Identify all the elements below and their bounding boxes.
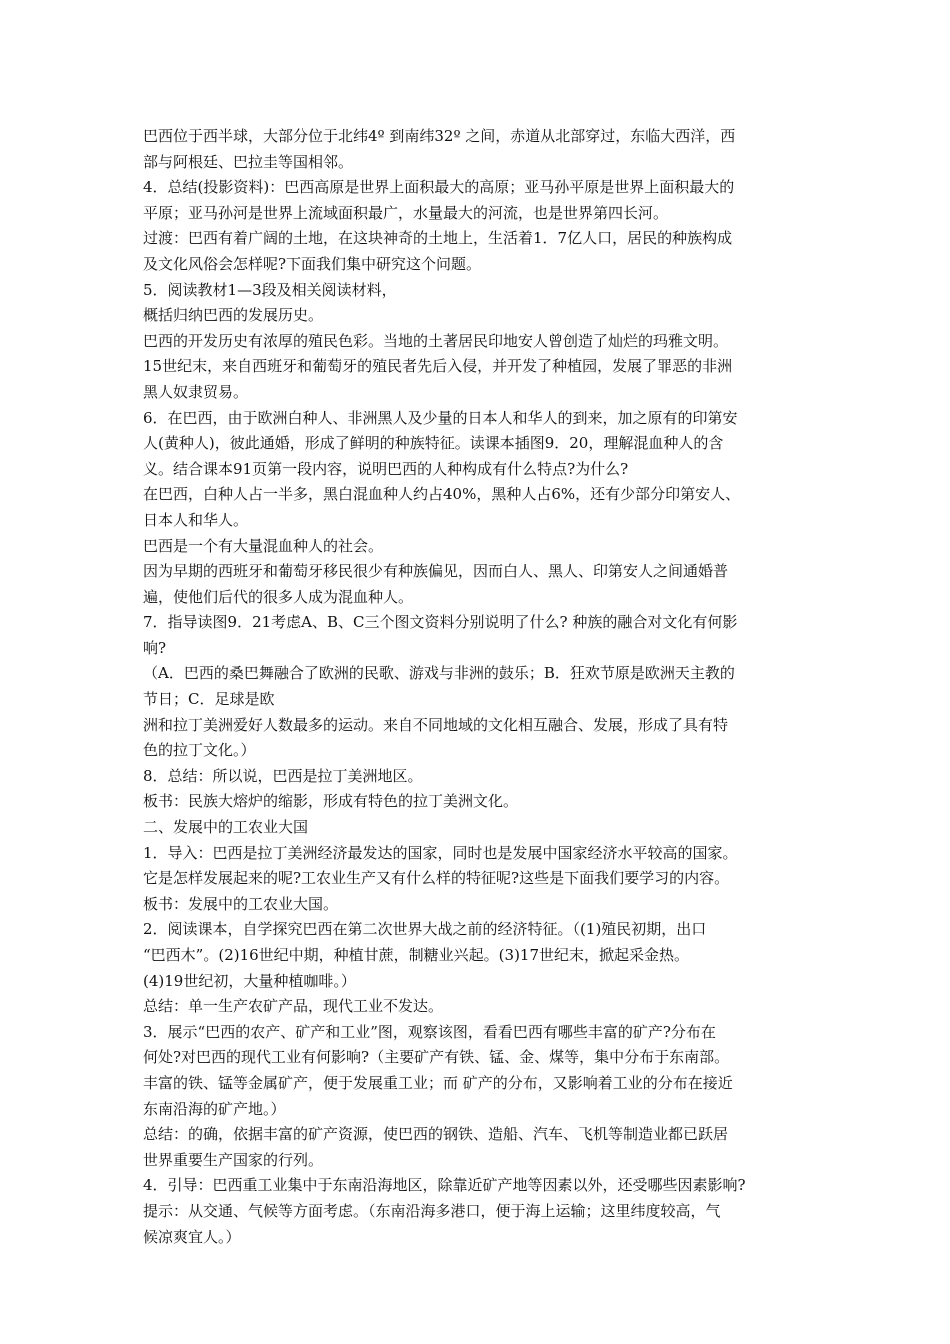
section-heading: 二、发展中的工农业大国 xyxy=(143,818,309,837)
text-line: 义。结合课本91页第一段内容，说明巴西的人种构成有什么特点?为什么? xyxy=(143,459,629,478)
text-line: 1．导入：巴西是拉丁美洲经济最发达的国家，同时也是发展中国家经济水平较高的国家。 xyxy=(143,843,738,862)
text-line: （A．巴西的桑巴舞融合了欧洲的民歌、游戏与非洲的鼓乐；B．狂欢节原是欧洲天主教的 xyxy=(143,664,735,683)
text-line: 洲和拉丁美洲爱好人数最多的运动。来自不同地域的文化相互融合、发展，形成了具有特 xyxy=(143,715,729,734)
text-line: 6．在巴西，由于欧洲白种人、非洲黑人及少量的日本人和华人的到来，加之原有的印第安 xyxy=(143,408,738,427)
text-line: 人(黄种人)，彼此通婚，形成了鲜明的种族特征。读课本插图9．20，理解混血种人的含 xyxy=(143,434,724,453)
text-line: 在巴西，白种人占一半多，黑白混血种人约占40%，黑种人占6%，还有少部分印第安人、 xyxy=(143,485,741,504)
text-line: 黑人奴隶贸易。 xyxy=(143,382,249,401)
text-line: 色的拉丁文化。） xyxy=(143,741,256,760)
text-line: 平原；亚马孙河是世界上流域面积最广，水量最大的河流，也是世界第四长河。 xyxy=(143,203,669,222)
text-line: 因为早期的西班牙和葡萄牙移民很少有种族偏见，因而白人、黑人、印第安人之间通婚普 xyxy=(143,562,729,581)
text-line: 8．总结：所以说，巴西是拉丁美洲地区。 xyxy=(143,766,423,785)
text-line: 概括归纳巴西的发展历史。 xyxy=(143,306,324,325)
text-line: 7．指导读图9．21考虑A、B、C三个图文资料分别说明了什么? 种族的融合对文化有何影 xyxy=(143,613,738,632)
text-line: 候凉爽宜人。） xyxy=(143,1227,241,1246)
text-line: 提示：从交通、气候等方面考虑。（东南沿海多港口，便于海上运输；这里纬度较高，气 xyxy=(143,1201,721,1220)
text-line: 遍，使他们后代的很多人成为混血种人。 xyxy=(143,587,414,606)
text-line: 4．总结(投影资料)：巴西高原是世界上面积最大的高原；亚马孙平原是世界上面积最大的 xyxy=(143,178,735,197)
text-line: 丰富的铁、锰等金属矿产，便于发展重工业；而 矿产的分布，又影响着工业的分布在接近 xyxy=(143,1073,733,1092)
text-line: 板书：民族大熔炉的缩影，形成有特色的拉丁美洲文化。 xyxy=(143,792,519,811)
text-line: 它是怎样发展起来的呢?工农业生产又有什么样的特征呢?这些是下面我们要学习的内容。 xyxy=(143,869,730,888)
text-line: 板书：发展中的工农业大国。 xyxy=(143,894,339,913)
text-line: 巴西的开发历史有浓厚的殖民色彩。当地的土著居民印地安人曾创造了灿烂的玛雅文明。 xyxy=(143,331,729,350)
text-line: 4．引导：巴西重工业集中于东南沿海地区，除靠近矿产地等因素以外，还受哪些因素影响? xyxy=(143,1176,746,1195)
text-line: 何处?对巴西的现代工业有何影响?（主要矿产有铁、锰、金、煤等，集中分布于东南部。 xyxy=(143,1048,730,1067)
text-line: 过渡：巴西有着广阔的土地，在这块神奇的土地上，生活着1．7亿人口，居民的种族构成 xyxy=(143,229,733,248)
text-line: 及文化风俗会怎样呢?下面我们集中研究这个问题。 xyxy=(143,254,482,273)
text-line: 节日；C．足球是欧 xyxy=(143,690,275,709)
text-line: 总结：的确，依据丰富的矿产资源，使巴西的钢铁、造船、汽车、飞机等制造业都已跃居 xyxy=(143,1125,729,1144)
text-line: 部与阿根廷、巴拉圭等国相邻。 xyxy=(143,152,354,171)
text-line: 总结：单一生产农矿产品，现代工业不发达。 xyxy=(143,997,444,1016)
text-line: 15世纪末，来自西班牙和葡萄牙的殖民者先后入侵，并开发了种植园，发展了罪恶的非洲 xyxy=(143,357,733,376)
text-line: 巴西位于西半球，大部分位于北纬4º 到南纬32º 之间，赤道从北部穿过，东临大西洋，西 xyxy=(143,127,736,145)
text-line: 东南沿海的矿产地。） xyxy=(143,1099,286,1118)
text-line: 响? xyxy=(143,638,167,657)
text-line: 5．阅读教材1—3段及相关阅读材料， xyxy=(143,280,397,299)
text-line: 巴西是一个有大量混血种人的社会。 xyxy=(143,536,384,555)
document-body xyxy=(143,124,815,1250)
text-line: 3．展示“巴西的农产、矿产和工业”图，观察该图，看看巴西有哪些丰富的矿产?分布在 xyxy=(143,1022,716,1041)
text-line: 日本人和华人。 xyxy=(143,510,249,529)
text-line: (4)19世纪初，大量种植咖啡。） xyxy=(143,971,356,990)
text-line: “巴西木”。(2)16世纪中期，种植甘蔗，制糖业兴起。(3)17世纪末，掀起采金热。 xyxy=(143,946,690,964)
text-line: 世界重要生产国家的行列。 xyxy=(143,1150,324,1169)
text-line: 2．阅读课本，自学探究巴西在第二次世界大战之前的经济特征。（(1)殖民初期，出口 xyxy=(143,920,707,939)
